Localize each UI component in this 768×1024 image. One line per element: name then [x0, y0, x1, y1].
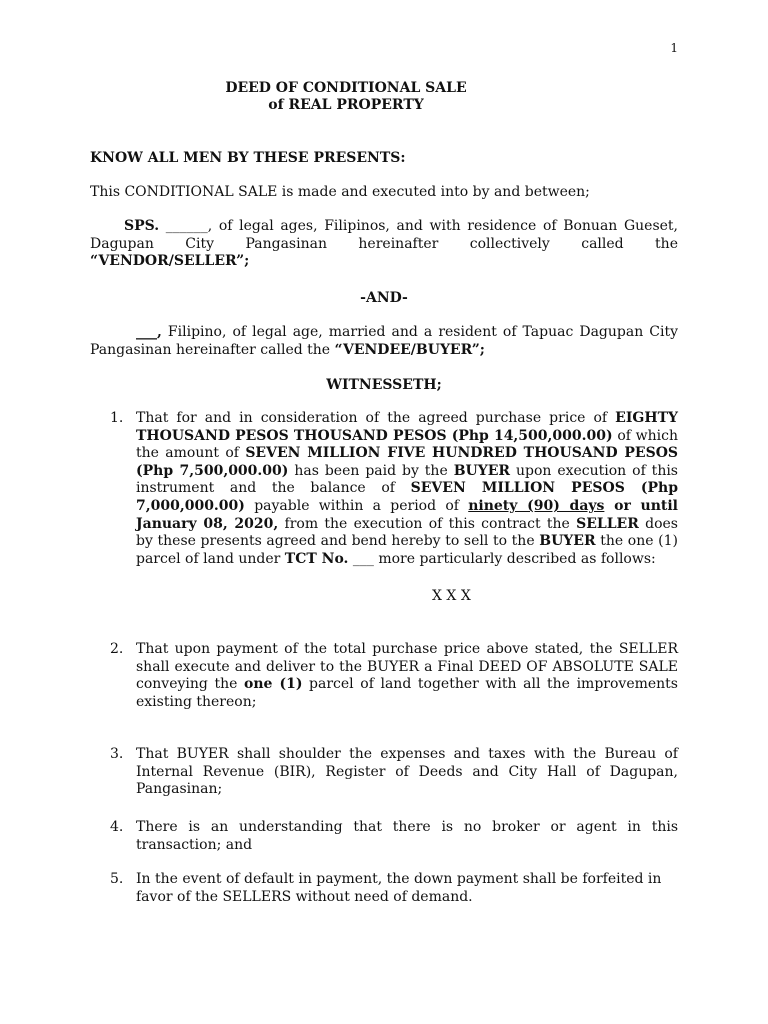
vendee-line-2	[90, 342, 678, 360]
document-subtitle: of REAL PROPERTY	[268, 97, 424, 113]
vendor-text-1: ______, of legal ages, Filipinos, and with residence of Bonuan Gueset,	[159, 218, 678, 234]
buyer-term: BUYER	[539, 533, 596, 550]
witnesseth-heading: WITNESSETH;	[326, 377, 442, 393]
clause-2	[110, 641, 678, 711]
vendor-line-2: Dagupan City Pangasinan hereinafter collectively called the	[90, 235, 678, 252]
clause-1-text-part: the one (1) parcel of land under	[136, 533, 679, 567]
clause-number: 2.	[110, 641, 124, 657]
clause-5	[110, 871, 678, 906]
clause-1-text-part: does by these presents agreed and bend hereby to sell to the	[136, 515, 678, 550]
buyer-term: BUYER	[453, 462, 511, 479]
purchase-price: EIGHTY THOUSAND PESOS THOUSAND PESOS (Php 14,500,000.00)	[136, 410, 678, 444]
down-payment-amount: SEVEN MILLION FIVE HUNDRED THOUSAND PESOS (Php 7,500,000.00)	[136, 445, 678, 479]
clause-2-text-part: That upon payment of the total purchase price above stated, the SELLER shall execute and deliver to the BUYER a Final DEED OF ABSOLUTE SALE conveying the	[136, 641, 678, 693]
vendor-line-1	[90, 218, 678, 236]
vendor-paragraph	[90, 218, 678, 271]
vendor-role: “VENDOR/SELLER”;	[90, 253, 250, 270]
parcel-count: one (1)	[244, 676, 303, 693]
clause-text: That BUYER shall shoulder the expenses and taxes with the Bureau of Internal Revenue (BIR), Register of Deeds and City Hall of Dagupan, Pangasinan;	[136, 746, 678, 798]
clause-text: There is an understanding that there is no broker or agent in this transaction; and	[136, 819, 678, 853]
vendee-role: “VENDEE/BUYER”;	[334, 341, 485, 358]
payment-deadline: or until January 08, 2020,	[136, 497, 678, 532]
intro-sentence: This CONDITIONAL SALE is made and executed into by and between;	[90, 184, 590, 200]
clause-number: 1.	[110, 410, 124, 426]
vendee-text-2: Pangasinan hereinafter called the	[90, 341, 335, 358]
clause-number: 4.	[110, 819, 124, 835]
payment-period: ninety (90) days	[468, 497, 605, 514]
vendee-text-1: Filipino, of legal age, married and a resident of Tapuac Dagupan City	[161, 324, 678, 340]
clause-text: In the event of default in payment, the down payment shall be forfeited in favor of the SELLERS without need of demand.	[136, 871, 662, 905]
property-description-placeholder: X X X	[432, 588, 471, 604]
clause-1	[110, 410, 678, 568]
clause-4	[110, 819, 678, 854]
clause-1-text-part: from the execution of this contract the	[278, 515, 577, 532]
clause-number: 5.	[110, 871, 124, 887]
clause-1-text-part: has been paid by the	[288, 462, 454, 479]
clause-text	[136, 641, 678, 711]
vendee-line-1	[90, 324, 678, 342]
clause-number: 3.	[110, 746, 124, 762]
seller-term: SELLER	[576, 515, 639, 532]
clause-1-text-part: payable within a period of	[244, 497, 469, 514]
clause-2-text-part: parcel of land together with all the improvements existing thereon;	[136, 676, 678, 710]
balance-amount: SEVEN MILLION PESOS (Php 7,000,000.00)	[136, 480, 678, 514]
clause-1-text-part: ___ more particularly described as follows:	[348, 550, 656, 567]
intro-heading: KNOW ALL MEN BY THESE PRESENTS:	[90, 150, 406, 166]
vendee-paragraph	[90, 324, 678, 359]
vendor-sps: SPS.	[124, 218, 160, 234]
and-separator: -AND-	[360, 290, 408, 306]
clause-1-text-part: of which the amount of	[136, 427, 678, 462]
clause-1-text-part: That for and in consideration of the agreed purchase price of	[136, 410, 616, 426]
clause-1-text-part: upon execution of this instrument and the balance of	[136, 462, 678, 497]
tct-number-label: TCT No.	[284, 550, 349, 567]
vendee-blank: ___,	[136, 324, 162, 340]
clause-3	[110, 746, 678, 799]
clause-text	[136, 410, 678, 568]
page-number: 1	[670, 41, 678, 55]
document-title: DEED OF CONDITIONAL SALE	[225, 80, 467, 96]
